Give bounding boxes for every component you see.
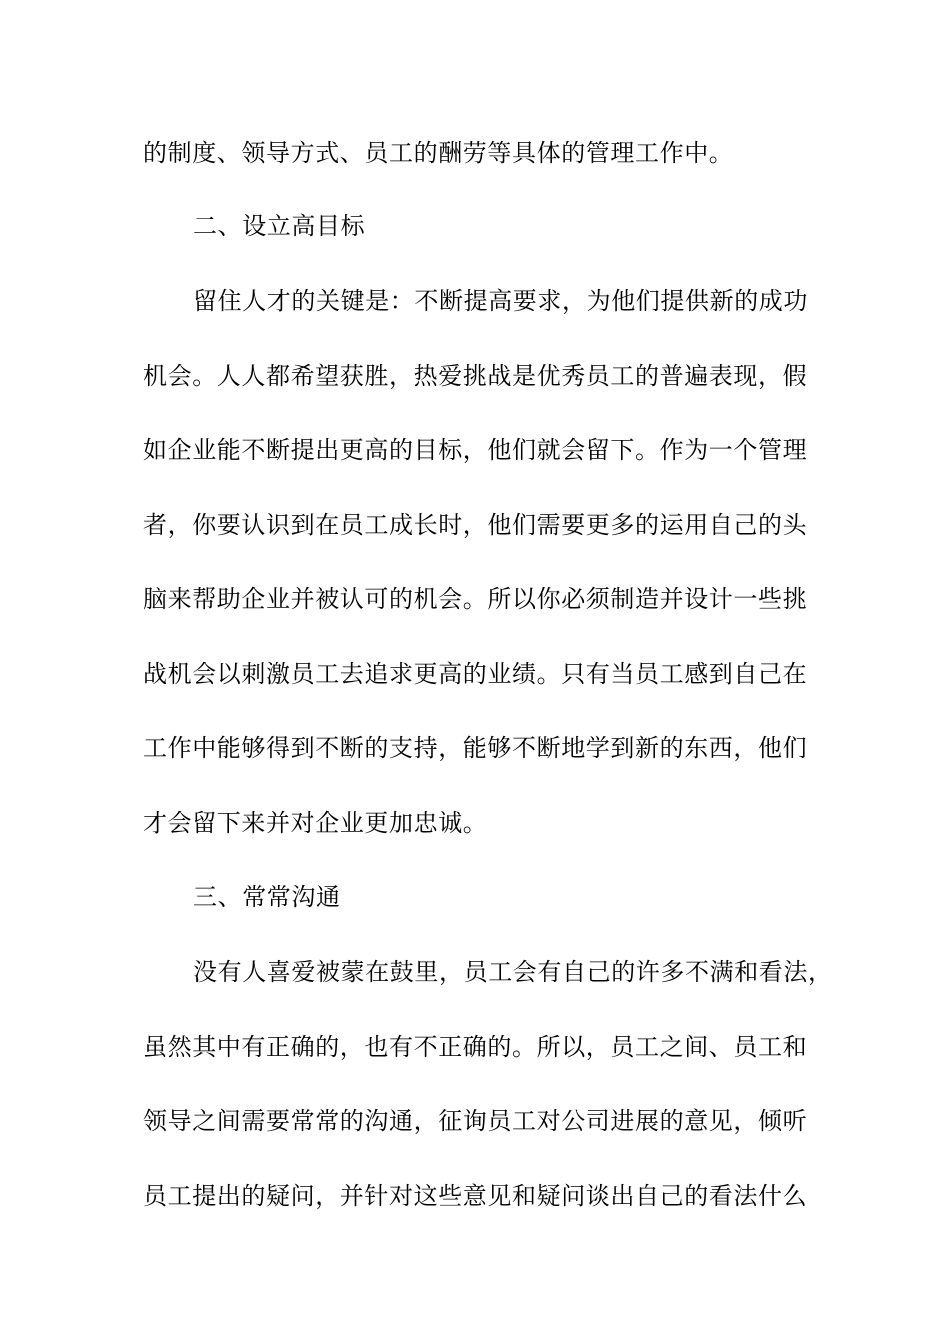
text-line: 领导之间需要常常的沟通，征询员工对公司进展的意见，倾听 [143,1107,808,1135]
section-heading: 三、常常沟通 [193,883,341,911]
text-line: 虽然其中有正确的，也有不正确的。所以，员工之间、员工和 [143,1033,808,1061]
text-line: 才会留下来并对企业更加忠诚。 [143,809,488,837]
text-line: 者，你要认识到在员工成长时，他们需要更多的运用自己的头 [143,511,808,539]
text-line: 没有人喜爱被蒙在鼓里，员工会有自己的许多不满和看法， [193,958,833,986]
text-line: 的制度、领导方式、员工的酬劳等具体的管理工作中。 [143,139,734,167]
text-line: 员工提出的疑问，并针对这些意见和疑问谈出自己的看法什么 [143,1182,808,1210]
text-line: 战机会以刺激员工去追求更高的业绩。只有当员工感到自己在 [143,660,808,688]
section-heading: 二、设立高目标 [193,212,366,240]
text-line: 留住人才的关键是：不断提高要求，为他们提供新的成功 [193,287,808,315]
text-line: 工作中能够得到不断的支持，能够不断地学到新的东西，他们 [143,734,808,762]
text-line: 脑来帮助企业并被认可的机会。所以你必须制造并设计一些挑 [143,585,808,613]
text-line: 如企业能不断提出更高的目标，他们就会留下。作为一个管理 [143,436,808,464]
text-line: 机会。人人都希望获胜，热爱挑战是优秀员工的普遍表现，假 [143,362,808,390]
